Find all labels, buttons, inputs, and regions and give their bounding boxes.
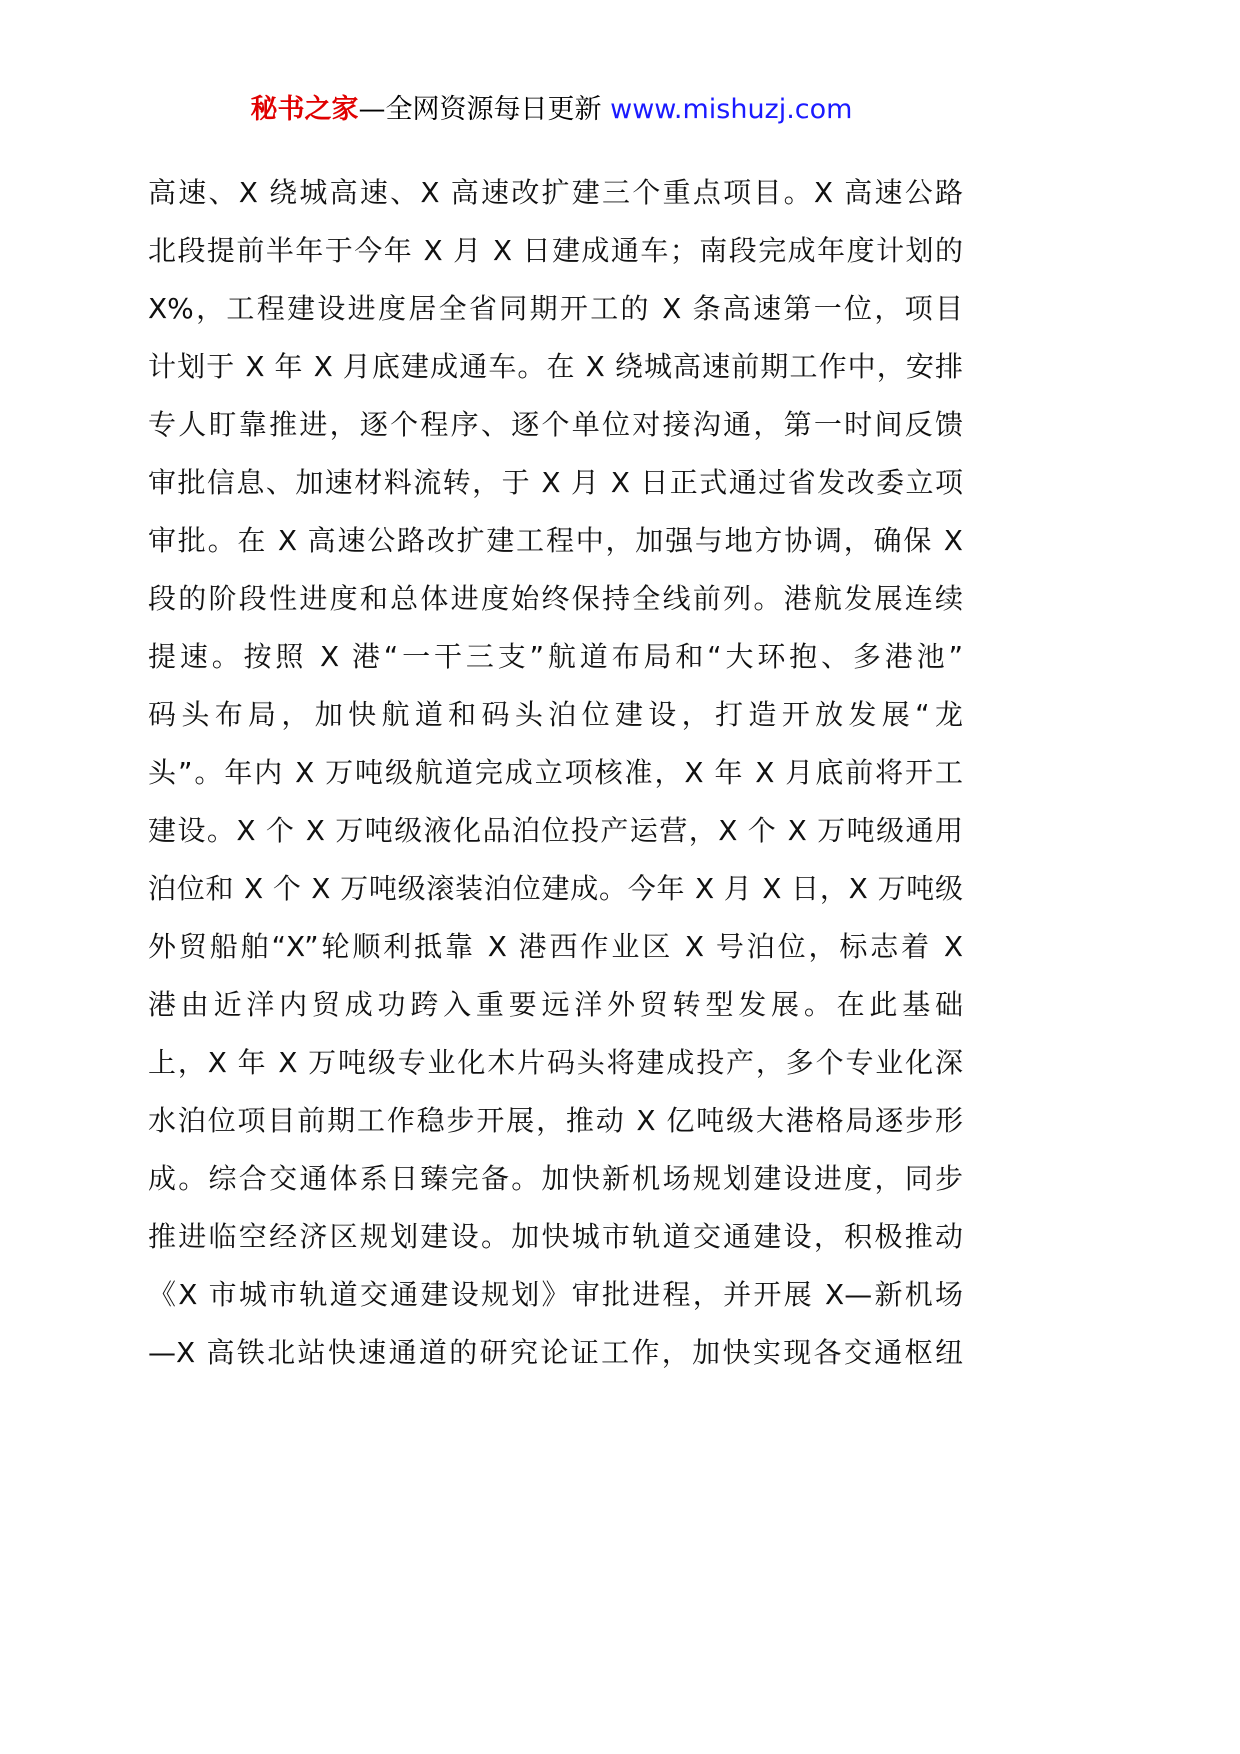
text-line: 北段提前半年于今年 X 月 X 日建成通车；南段完成年度计划的 — [148, 234, 963, 267]
website-link[interactable]: www.mishuzj.com — [610, 94, 853, 125]
text-line: 段的阶段性进度和总体进度始终保持全线前列。港航发展连续 — [148, 582, 963, 615]
text-line: 《X 市城市轨道交通建设规划》审批进程，并开展 X—新机场 — [148, 1278, 963, 1311]
text-line: 泊位和 X 个 X 万吨级滚装泊位建成。今年 X 月 X 日，X 万吨级 — [148, 872, 963, 905]
text-line: 高速、X 绕城高速、X 高速改扩建三个重点项目。X 高速公路 — [148, 176, 963, 209]
brand-name: 秘书之家 — [250, 94, 359, 125]
text-line: 建设。X 个 X 万吨级液化品泊位投产运营，X 个 X 万吨级通用 — [148, 814, 963, 847]
header-tagline: —全网资源每日更新 — [358, 94, 611, 125]
text-line: 审批。在 X 高速公路改扩建工程中，加强与地方协调，确保 X — [148, 524, 963, 557]
text-line: 计划于 X 年 X 月底建成通车。在 X 绕城高速前期工作中，安排 — [148, 350, 963, 383]
text-line: X%，工程建设进度居全省同期开工的 X 条高速第一位，项目 — [148, 292, 963, 325]
text-line: —X 高铁北站快速通道的研究论证工作，加快实现各交通枢纽 — [148, 1336, 963, 1369]
text-line: 外贸船舶“X”轮顺利抵靠 X 港西作业区 X 号泊位，标志着 X — [148, 930, 963, 963]
text-line: 头”。年内 X 万吨级航道完成立项核准，X 年 X 月底前将开工 — [148, 756, 963, 789]
text-line: 审批信息、加速材料流转，于 X 月 X 日正式通过省发改委立项 — [148, 466, 963, 499]
text-line: 水泊位项目前期工作稳步开展，推动 X 亿吨级大港格局逐步形 — [148, 1104, 963, 1137]
text-line: 专人盯靠推进，逐个程序、逐个单位对接沟通，第一时间反馈 — [148, 408, 963, 441]
text-line: 码头布局，加快航道和码头泊位建设，打造开放发展“龙 — [148, 698, 963, 731]
text-line: 上，X 年 X 万吨级专业化木片码头将建成投产，多个专业化深 — [148, 1046, 963, 1079]
body-paragraph — [148, 164, 963, 1382]
text-line: 港由近洋内贸成功跨入重要远洋外贸转型发展。在此基础 — [148, 988, 963, 1021]
text-line: 推进临空经济区规划建设。加快城市轨道交通建设，积极推动 — [148, 1220, 963, 1253]
page-header — [0, 88, 1103, 132]
text-line: 提速。按照 X 港“一干三支”航道布局和“大环抱、多港池” — [148, 640, 963, 673]
text-line: 成。综合交通体系日臻完备。加快新机场规划建设进度，同步 — [148, 1162, 963, 1195]
